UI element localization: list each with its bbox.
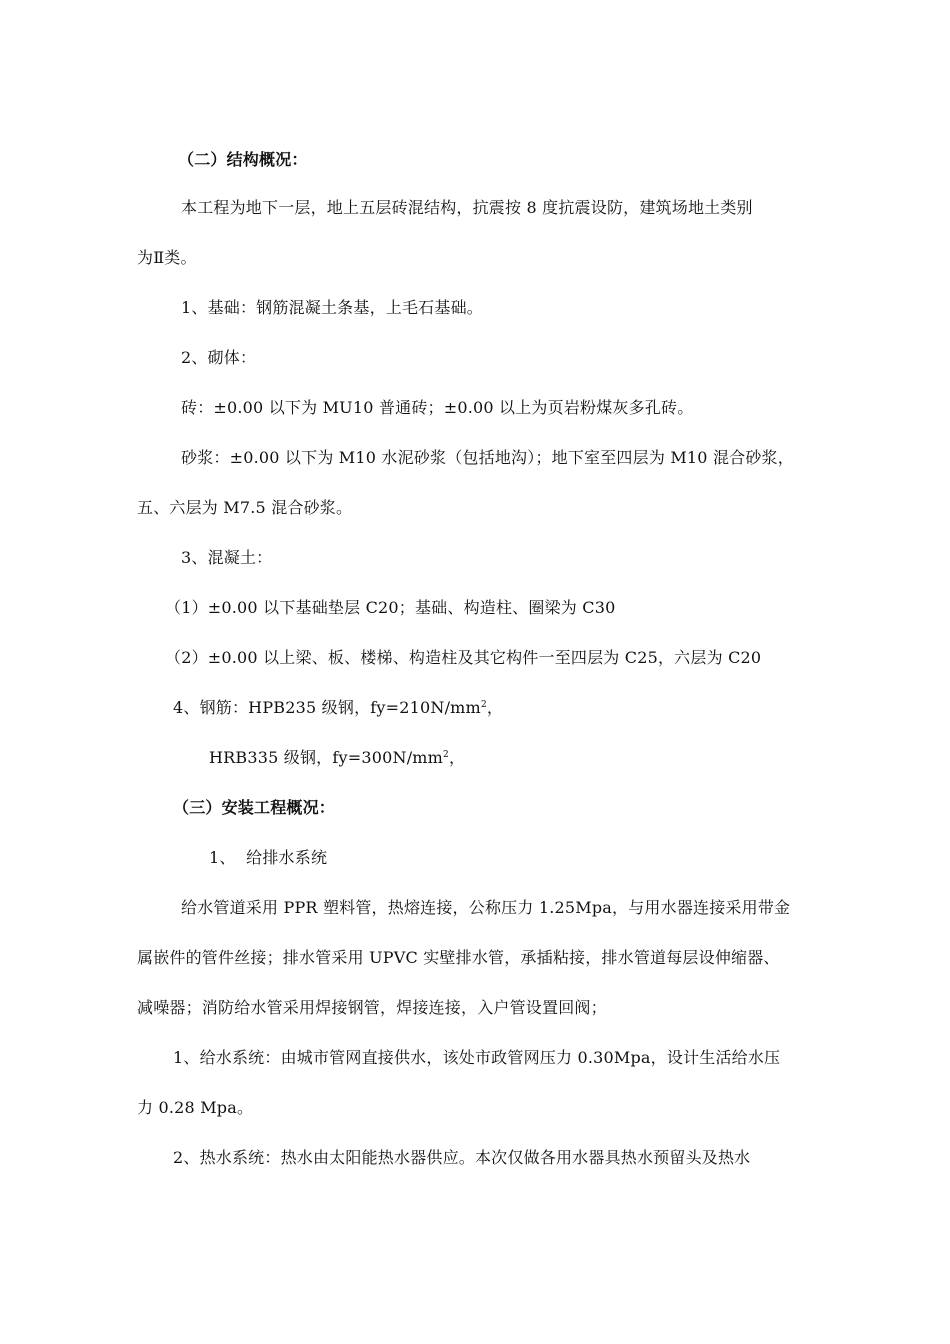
water-supply-line: 力 0.28 Mpa。 [137, 1098, 254, 1117]
paragraph-line: 属嵌件的管件丝接；排水管采用 UPVC 实壁排水管，承插粘接，排水管道每层设伸缩器、 [137, 948, 780, 967]
paragraph-line: 给水管道采用 PPR 塑料管，热熔连接，公称压力 1.25Mpa，与用水器连接采用带金 [181, 898, 791, 917]
mortar-line: 砂浆：±0.00 以下为 M10 水泥砂浆（包括地沟）；地下室至四层为 M10 混合砂浆， [181, 448, 794, 467]
concrete-heading: 3、混凝土： [181, 548, 273, 567]
rebar-line-1 [173, 698, 503, 718]
rebar-tail: ， [486, 698, 504, 717]
rebar-text: 4、钢筋：HPB235 级钢，fy=210N/mm [173, 698, 481, 717]
brick-line: 砖：±0.00 以下为 MU10 普通砖；±0.00 以上为页岩粉煤灰多孔砖。 [181, 398, 694, 417]
superscript: 2 [480, 700, 487, 710]
rebar-text: HRB335 级钢，fy=300N/mm [209, 748, 444, 767]
rebar-tail: ， [448, 748, 466, 767]
concrete-item-2: （2）±0.00 以上梁、板、楼梯、构造柱及其它构件一至四层为 C25，六层为 C20 [165, 648, 762, 667]
foundation-line: 1、基础：钢筋混凝土条基，上毛石基础。 [181, 298, 483, 317]
paragraph-line: 为Ⅱ类。 [137, 248, 197, 267]
rebar-line-2 [209, 748, 465, 768]
masonry-heading: 2、砌体： [181, 348, 257, 367]
water-supply-line: 1、给水系统：由城市管网直接供水，该处市政管网压力 0.30Mpa，设计生活给水压 [173, 1048, 781, 1067]
paragraph-line: 减噪器；消防给水管采用焊接钢管，焊接连接，入户管设置回阀； [137, 998, 607, 1017]
mortar-line: 五、六层为 M7.5 混合砂浆。 [137, 498, 353, 517]
plumbing-heading: 1、 给排水系统 [209, 848, 328, 867]
paragraph-line: 本工程为地下一层，地上五层砖混结构，抗震按 8 度抗震设防，建筑场地土类别 [181, 198, 753, 217]
section-heading-installation: （三）安装工程概况： [173, 798, 336, 817]
section-heading-structure: （二）结构概况： [178, 150, 308, 169]
superscript: 2 [443, 750, 449, 760]
concrete-item-1: （1）±0.00 以下基础垫层 C20；基础、构造柱、圈梁为 C30 [165, 598, 616, 617]
hot-water-line: 2、热水系统：热水由太阳能热水器供应。本次仅做各用水器具热水预留头及热水 [173, 1148, 751, 1167]
